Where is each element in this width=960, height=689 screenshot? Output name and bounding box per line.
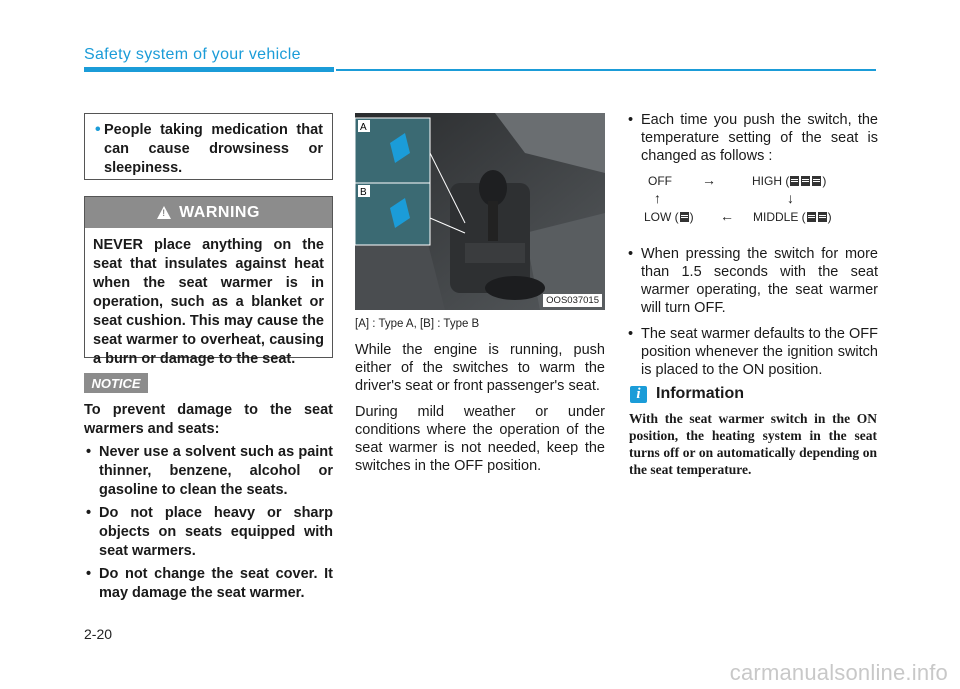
cycle-low: LOW ( ) <box>644 210 694 224</box>
notice-item: • Do not place heavy or sharp objects on seats equipped with seat warmers. <box>84 504 333 561</box>
cycle-middle: MIDDLE ( ) <box>753 210 832 224</box>
medication-bullet-box <box>84 113 333 180</box>
col3-list-bottom <box>626 245 878 379</box>
notice-section <box>84 401 333 607</box>
notice-item: • Never use a solvent such as paint thinner, benzene, alcohol or gasoline to clean the seats. <box>84 443 333 500</box>
notice-label: NOTICE <box>84 373 148 393</box>
header-rule-thin <box>336 69 876 71</box>
photo-label-a: A <box>360 122 367 133</box>
warning-box <box>84 196 333 367</box>
list-item: • When pressing the switch for more than 1.5 seconds with the seat warmer operating, the seat warmer will turn OFF. <box>626 245 878 317</box>
paragraph: While the engine is running, push either of the switches to warm the driver's seat or front passenger's seat. <box>355 342 605 394</box>
photo-caption: [A] : Type A, [B] : Type B <box>355 318 480 330</box>
notice-list <box>84 443 333 603</box>
seat-heat-icon <box>801 176 810 186</box>
photo-code: OOS037015 <box>543 294 602 307</box>
arrow-down-icon: ↓ <box>787 190 794 206</box>
header-rule-thick <box>84 67 334 72</box>
info-icon: i <box>630 386 647 403</box>
bullet-dot: • <box>95 121 101 138</box>
list-item: • Each time you push the switch, the temperature setting of the seat is changed as follows : <box>626 111 878 165</box>
photo-label-b: B <box>360 187 367 198</box>
watermark: carmanualsonline.info <box>729 660 948 685</box>
paragraph: During mild weather or under conditions where the operation of the seat warmer is not needed, keep the switches in the OFF position. <box>355 404 605 474</box>
warning-header <box>85 197 332 228</box>
arrow-right-icon: → <box>702 172 716 188</box>
information-text: With the seat warmer switch in the ON position, the heating system in the seat turns off or on automatically depending on the seat temperature. <box>629 411 877 477</box>
medication-text: People taking medication that can cause drowsiness or sleepiness. <box>104 122 323 176</box>
information-title: Information <box>656 385 744 402</box>
seat-heat-icon <box>812 176 821 186</box>
information-header <box>630 385 744 403</box>
warning-text: NEVER place anything on the seat that insulates against heat when the seat warmer is in operation, such as a blanket or seat cushion. This may cause the seat warmer to overheat, causing a burn or damage to the seat. <box>93 237 324 367</box>
warning-title: WARNING <box>179 203 260 221</box>
arrow-up-icon: ↑ <box>654 190 661 206</box>
section-title: Safety system of your vehicle <box>84 46 301 63</box>
list-item: • The seat warmer defaults to the OFF position whenever the ignition switch is placed to the ON position. <box>626 325 878 379</box>
seat-heat-icon <box>680 212 689 222</box>
col2-text <box>355 341 605 483</box>
notice-item: • Do not change the seat cover. It may damage the seat warmer. <box>84 565 333 603</box>
warning-triangle-icon: ! <box>157 206 171 219</box>
cycle-off: OFF <box>648 174 672 188</box>
seat-heat-icon <box>790 176 799 186</box>
page-number: 2-20 <box>84 626 113 642</box>
temperature-cycle-diagram <box>640 172 870 232</box>
col3-list-top <box>626 111 878 165</box>
arrow-left-icon: ← <box>720 208 734 224</box>
seat-warmer-switch-photo <box>355 113 605 310</box>
seat-heat-icon <box>807 212 816 222</box>
console-illustration <box>355 113 605 310</box>
seat-heat-icon <box>818 212 827 222</box>
cycle-high: HIGH ( ) <box>752 174 827 188</box>
notice-intro: To prevent damage to the seat warmers and seats: <box>84 402 333 437</box>
